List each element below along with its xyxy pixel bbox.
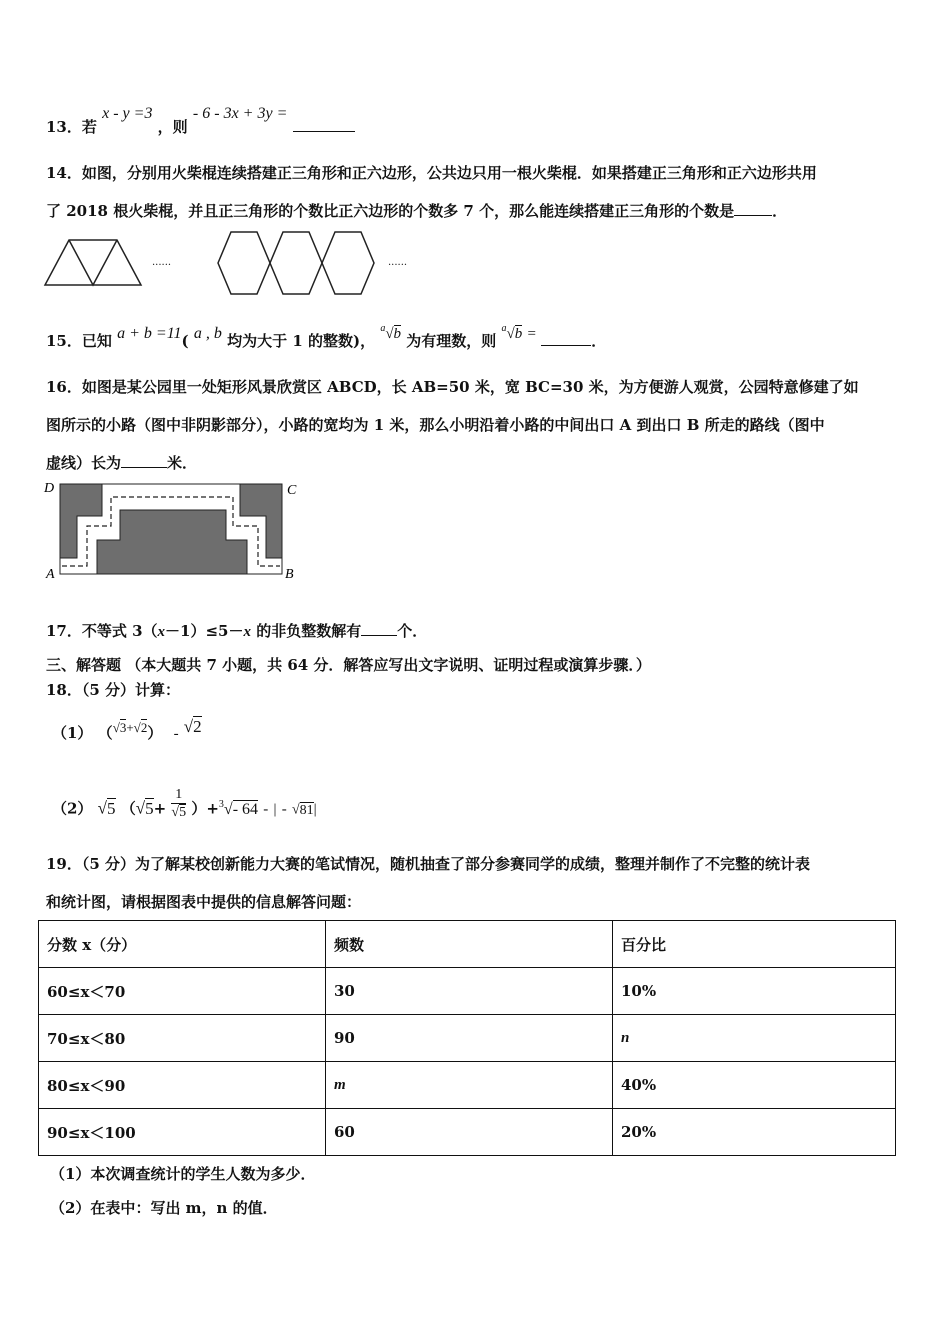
q13-answer-blank: [293, 131, 355, 132]
q13-number: 13．若: [46, 118, 97, 136]
radical-icon: √: [135, 798, 146, 818]
q18-p1-label: （1）: [52, 724, 93, 742]
score-table: [38, 920, 896, 1156]
q13-expression: - 6 - 3x + 3y =: [192, 105, 288, 122]
q18-p2-minus2: -: [281, 801, 287, 818]
q18-p1-root2: [184, 717, 202, 736]
q14-answer-blank: [734, 215, 772, 216]
q15-root-index-2: a: [501, 323, 507, 334]
q18-p2-bar2: |: [313, 801, 317, 818]
radical-icon: √: [171, 805, 180, 820]
q18-p2-frac-num: 1: [171, 786, 186, 804]
label-a: A: [46, 567, 55, 582]
table-row: [39, 1109, 896, 1156]
table-cell: 60≤x＜70: [39, 968, 326, 1015]
q16-answer-blank: [121, 467, 167, 468]
table-header-cell: 百分比: [613, 921, 896, 968]
q18-p2-plus: +: [153, 799, 167, 818]
table-header-cell: 分数 x（分）: [39, 921, 326, 968]
q17-text-c: 的非负整数解有: [251, 622, 362, 640]
q16-line-2: 图所示的小路（图中非阴影部分），小路的宽均为 1 米，那么小明沿着小路的中间出口 A 到出口 B 所走的路线（图中: [46, 416, 825, 434]
q16-line-3-b: 米．: [167, 454, 198, 472]
hexagon-3: [322, 232, 374, 294]
q18-p2-r5b: 5: [145, 798, 154, 818]
q13-condition: x - y =3: [102, 105, 153, 122]
q18-p1-open: （: [97, 724, 113, 742]
q18-part-1: [52, 717, 202, 743]
q15-root-2: [502, 324, 542, 342]
label-d: D: [44, 481, 55, 496]
q15-end: ．: [591, 332, 607, 350]
q14-line-2-text: 了 2018 根火柴棍，并且正三角形的个数比正六边形的个数多 7 个，那么能连续搭建正三角形的个数是: [46, 202, 735, 220]
q15-root-radicand-2: b: [514, 326, 523, 342]
q18-p2-cube-index: 3: [218, 798, 224, 810]
table-cell: m: [326, 1062, 613, 1109]
triangle-chain: [45, 240, 141, 285]
q16-line-1: 16．如图是某公园里一处矩形风景欣赏区 ABCD，长 AB=50 米，宽 BC=30 米，为方便游人观赏，公园特意修建了如: [46, 378, 859, 396]
q17-x1: x: [157, 624, 166, 640]
table-row: [39, 1062, 896, 1109]
q15-number: 15．已知: [46, 332, 112, 350]
q18-p2-frac-den-wrap: [171, 804, 186, 821]
q17-x2: x: [243, 624, 251, 640]
triangle-inner-edges: [69, 240, 117, 285]
radical-icon: √: [183, 717, 194, 736]
q18-p1-plus: +: [126, 720, 134, 735]
q15-equals: =: [527, 326, 536, 342]
q15-mid: 均为大于 1 的整数)，: [227, 332, 376, 350]
table-row: [39, 968, 896, 1015]
q15-mid2: 为有理数，则: [406, 332, 497, 350]
table-row: [39, 1015, 896, 1062]
q15-answer-blank: [541, 345, 591, 346]
radical-icon: √: [223, 800, 233, 818]
q18-p1-r2b: 2: [193, 717, 202, 736]
q18-p1-sum: [113, 720, 148, 735]
q19-sub-1: （1）本次调查统计的学生人数为多少．: [50, 1165, 316, 1183]
q18-p2-cube-radicand: - 64: [232, 800, 259, 818]
table-cell: 20%: [613, 1109, 896, 1156]
table-cell: n: [613, 1015, 896, 1062]
q17-answer-blank: [361, 635, 397, 636]
q18-p2-open: （: [120, 799, 136, 818]
q17-text-d: 个．: [397, 622, 428, 640]
q19-sub-2: （2）在表中：写出 m，n 的值．: [50, 1199, 278, 1217]
q19-line-2: 和统计图，请根据图表中提供的信息解答问题：: [46, 893, 362, 911]
park-diagram: [40, 478, 310, 584]
q17-text-b: －1）≤5－: [165, 622, 244, 640]
q18-p1-r3: 3: [119, 720, 127, 735]
q18-p2-close: ）+: [191, 799, 219, 818]
q15-vars: a , b: [193, 325, 222, 342]
hexagon-1: [218, 232, 270, 294]
table-cell: 90≤x＜100: [39, 1109, 326, 1156]
radical-icon: √: [291, 802, 300, 818]
q18-p2-label: （2）: [52, 799, 93, 818]
q18-p2-root5: [98, 798, 116, 818]
label-c: C: [287, 483, 297, 498]
q18-p1-close: ）: [147, 724, 163, 742]
q18-p2-r5: 5: [107, 798, 116, 818]
q18-p1-r2: 2: [140, 720, 148, 735]
section-3-heading: 三、解答题 （本大题共 7 小题，共 64 分．解答应写出文字说明、证明过程或演算步骤．）: [46, 656, 651, 674]
table-cell: 90: [326, 1015, 613, 1062]
q18-p2-root81: [292, 802, 314, 818]
q14-line-2: [46, 200, 787, 221]
q17-line: [46, 620, 427, 641]
q18-title: 18．（5 分）计算：: [46, 681, 181, 699]
q15-line: [46, 323, 607, 351]
table-header-row: [39, 921, 896, 968]
table-cell: 70≤x＜80: [39, 1015, 326, 1062]
q16-line-3: [46, 452, 197, 473]
q18-p2-bar: |: [273, 801, 277, 818]
table-cell: 60: [326, 1109, 613, 1156]
q13-then: ，则: [157, 118, 188, 136]
q15-root-radicand: b: [393, 326, 402, 342]
q15-equation: a + b =11: [117, 325, 182, 342]
radical-icon: √: [506, 326, 515, 342]
table-header-cell: 频数: [326, 921, 613, 968]
table-cell: 10%: [613, 968, 896, 1015]
hexagon-2: [270, 232, 322, 294]
q15-paren: (: [181, 332, 189, 350]
table-cell: 30: [326, 968, 613, 1015]
q14-end: ．: [772, 202, 788, 220]
table-cell: 80≤x＜90: [39, 1062, 326, 1109]
radical-icon: √: [112, 720, 120, 735]
radical-icon: √: [385, 326, 394, 342]
q15-root-index: a: [380, 323, 386, 334]
q19-line-1: 19．（5 分）为了解某校创新能力大赛的笔试情况，随机抽查了部分参赛同学的成绩，整理并制作了不完整的统计表: [46, 855, 811, 873]
q17-text-a: 17．不等式 3（: [46, 622, 158, 640]
hexagon-figure: [216, 228, 376, 298]
q14-line-1: 14．如图，分别用火柴棍连续搭建正三角形和正六边形，公共边只用一根火柴棍．如果搭建正三角形和正六边形共用: [46, 164, 817, 182]
q14-dots-2: ......: [388, 257, 408, 268]
q18-p2-frac-den: 5: [179, 805, 187, 820]
q18-p1-minus: -: [173, 726, 179, 742]
q13-line: [46, 105, 355, 137]
label-b: B: [285, 567, 294, 582]
q14-dots-1: ......: [152, 257, 172, 268]
radical-icon: √: [97, 798, 108, 818]
radical-icon: √: [133, 720, 141, 735]
q18-p2-r81: 81: [299, 802, 314, 818]
q18-p2-cuberoot: [218, 798, 259, 818]
q15-root-1: [380, 324, 406, 342]
q18-p2-fraction: [171, 786, 186, 821]
table-cell: 40%: [613, 1062, 896, 1109]
q18-part-2: [52, 787, 317, 827]
q16-line-3-a: 虚线）长为: [46, 454, 122, 472]
q18-p2-root5b: [136, 798, 154, 818]
triangle-figure: [44, 236, 144, 288]
q18-p2-minus: -: [263, 801, 269, 818]
